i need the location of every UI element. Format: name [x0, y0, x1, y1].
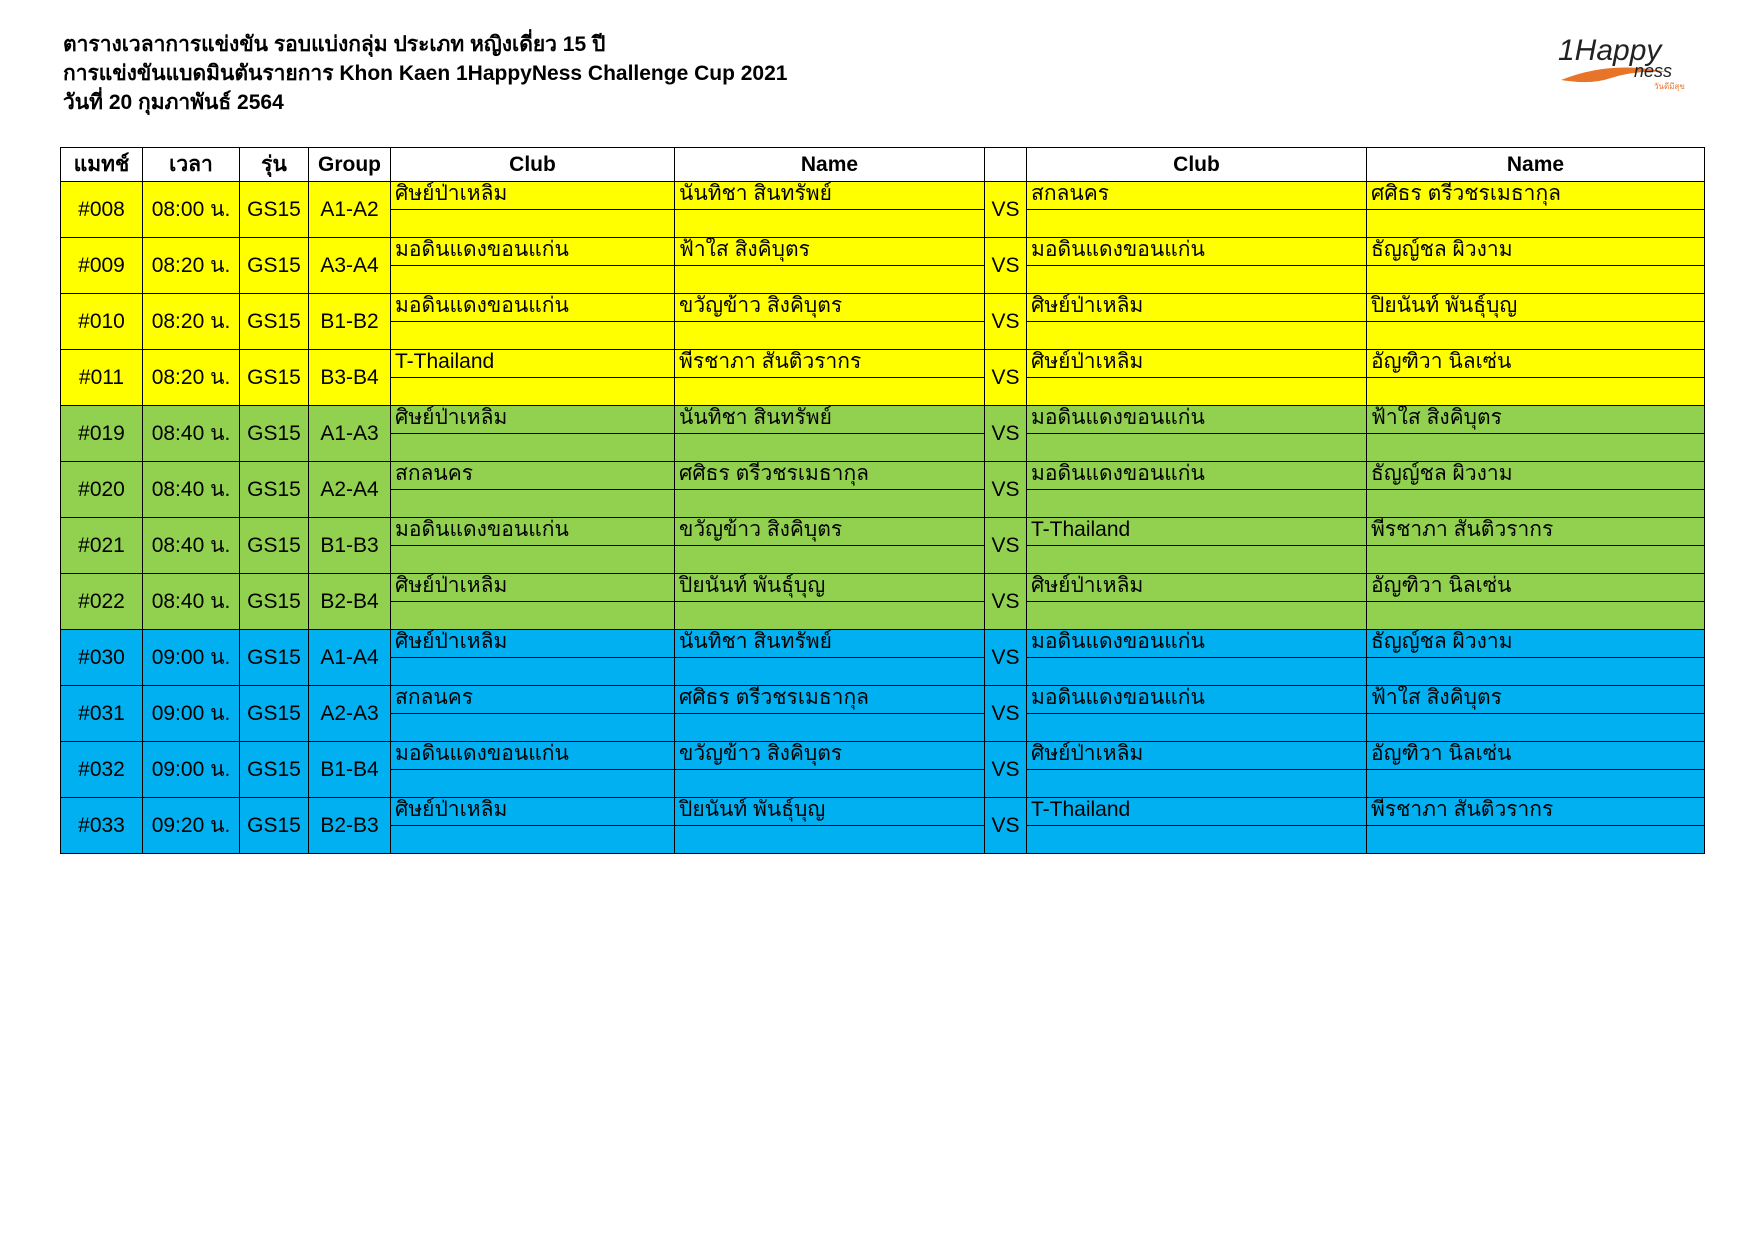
- class-cell: GS15: [240, 350, 309, 406]
- club1-empty-cell: [391, 770, 675, 798]
- name2-cell: อัญฑิวา นิลเซ่น: [1367, 742, 1705, 770]
- name1-cell: ศศิธร ตรีวชรเมธากุล: [675, 686, 985, 714]
- club1-cell: T-Thailand: [391, 350, 675, 378]
- name1-empty-cell: [675, 770, 985, 798]
- club1-empty-cell: [391, 714, 675, 742]
- table-row: [61, 574, 1705, 602]
- name2-cell: อัญฑิวา นิลเซ่น: [1367, 350, 1705, 378]
- club1-cell: ศิษย์ป่าเหลิม: [391, 630, 675, 658]
- name2-cell: ธัญญ์ชล ผิวงาม: [1367, 630, 1705, 658]
- table-row: [61, 350, 1705, 378]
- name2-empty-cell: [1367, 658, 1705, 686]
- match-cell: #031: [61, 686, 143, 742]
- name1-empty-cell: [675, 658, 985, 686]
- group-cell: A2-A4: [309, 462, 391, 518]
- class-cell: GS15: [240, 182, 309, 238]
- club2-empty-cell: [1027, 378, 1367, 406]
- vs-cell: VS: [985, 406, 1027, 462]
- vs-cell: VS: [985, 742, 1027, 798]
- vs-cell: VS: [985, 630, 1027, 686]
- match-cell: #020: [61, 462, 143, 518]
- club2-empty-cell: [1027, 210, 1367, 238]
- name2-empty-cell: [1367, 546, 1705, 574]
- match-cell: #030: [61, 630, 143, 686]
- class-cell: GS15: [240, 294, 309, 350]
- name2-empty-cell: [1367, 210, 1705, 238]
- name1-cell: ปิยนันท์ พันธุ์บุญ: [675, 798, 985, 826]
- name1-empty-cell: [675, 714, 985, 742]
- club2-empty-cell: [1027, 322, 1367, 350]
- match-cell: #019: [61, 406, 143, 462]
- col-header-name1: Name: [675, 148, 985, 182]
- vs-cell: VS: [985, 686, 1027, 742]
- class-cell: GS15: [240, 742, 309, 798]
- name2-cell: ฟ้าใส สิงคิบุตร: [1367, 686, 1705, 714]
- name2-cell: ศศิธร ตรีวชรเมธากุล: [1367, 182, 1705, 210]
- name2-empty-cell: [1367, 602, 1705, 630]
- name2-cell: ธัญญ์ชล ผิวงาม: [1367, 238, 1705, 266]
- club1-empty-cell: [391, 266, 675, 294]
- group-cell: B3-B4: [309, 350, 391, 406]
- schedule-title: ตารางเวลาการแข่งขัน รอบแบ่งกลุ่ม ประเภท หญิงเดี่ยว 15 ปี: [63, 33, 606, 56]
- col-header-name2: Name: [1367, 148, 1705, 182]
- name1-cell: ขวัญข้าว สิงคิบุตร: [675, 294, 985, 322]
- match-cell: #010: [61, 294, 143, 350]
- club1-empty-cell: [391, 210, 675, 238]
- table-row: [61, 630, 1705, 658]
- time-cell: 08:40 น.: [143, 518, 240, 574]
- club2-cell: มอดินแดงขอนแก่น: [1027, 630, 1367, 658]
- class-cell: GS15: [240, 406, 309, 462]
- table-row: [61, 406, 1705, 434]
- club1-cell: ศิษย์ป่าเหลิม: [391, 574, 675, 602]
- class-cell: GS15: [240, 574, 309, 630]
- club1-cell: มอดินแดงขอนแก่น: [391, 518, 675, 546]
- match-cell: #021: [61, 518, 143, 574]
- table-row: [61, 798, 1705, 826]
- table-header-row: [61, 148, 1705, 182]
- club1-cell: มอดินแดงขอนแก่น: [391, 238, 675, 266]
- group-cell: B1-B2: [309, 294, 391, 350]
- time-cell: 08:20 น.: [143, 350, 240, 406]
- club1-empty-cell: [391, 434, 675, 462]
- logo-sub-text: ness: [1634, 61, 1673, 81]
- tournament-title: การแข่งขันแบดมินตันรายการ Khon Kaen 1HappyNess Challenge Cup 2021: [63, 62, 788, 85]
- club1-cell: สกลนคร: [391, 462, 675, 490]
- club2-empty-cell: [1027, 266, 1367, 294]
- group-cell: B1-B4: [309, 742, 391, 798]
- club1-cell: ศิษย์ป่าเหลิม: [391, 406, 675, 434]
- name1-cell: ขวัญข้าว สิงคิบุตร: [675, 742, 985, 770]
- col-header-vs: [985, 148, 1027, 182]
- group-cell: A1-A2: [309, 182, 391, 238]
- col-header-time: เวลา: [143, 148, 240, 182]
- name2-cell: ปิยนันท์ พันธุ์บุญ: [1367, 294, 1705, 322]
- time-cell: 08:00 น.: [143, 182, 240, 238]
- name2-cell: ธัญญ์ชล ผิวงาม: [1367, 462, 1705, 490]
- time-cell: 09:20 น.: [143, 798, 240, 854]
- table-row: [61, 742, 1705, 770]
- time-cell: 08:20 น.: [143, 294, 240, 350]
- club1-empty-cell: [391, 602, 675, 630]
- club2-empty-cell: [1027, 546, 1367, 574]
- club2-cell: มอดินแดงขอนแก่น: [1027, 238, 1367, 266]
- group-cell: A2-A3: [309, 686, 391, 742]
- table-row: [61, 294, 1705, 322]
- group-cell: A3-A4: [309, 238, 391, 294]
- time-cell: 08:40 น.: [143, 574, 240, 630]
- col-header-club1: Club: [391, 148, 675, 182]
- col-header-class: รุ่น: [240, 148, 309, 182]
- name2-empty-cell: [1367, 434, 1705, 462]
- club1-cell: สกลนคร: [391, 686, 675, 714]
- time-cell: 09:00 น.: [143, 686, 240, 742]
- club2-cell: ศิษย์ป่าเหลิม: [1027, 574, 1367, 602]
- club1-cell: มอดินแดงขอนแก่น: [391, 294, 675, 322]
- match-cell: #022: [61, 574, 143, 630]
- group-cell: B2-B3: [309, 798, 391, 854]
- table-body: [61, 182, 1705, 854]
- club1-cell: ศิษย์ป่าเหลิม: [391, 182, 675, 210]
- class-cell: GS15: [240, 686, 309, 742]
- match-cell: #032: [61, 742, 143, 798]
- table-row: [61, 238, 1705, 266]
- class-cell: GS15: [240, 518, 309, 574]
- club2-cell: สกลนคร: [1027, 182, 1367, 210]
- name2-empty-cell: [1367, 322, 1705, 350]
- col-header-match: แมทช์: [61, 148, 143, 182]
- club1-empty-cell: [391, 378, 675, 406]
- group-cell: A1-A4: [309, 630, 391, 686]
- name1-empty-cell: [675, 322, 985, 350]
- club2-empty-cell: [1027, 770, 1367, 798]
- name1-empty-cell: [675, 826, 985, 854]
- club2-cell: ศิษย์ป่าเหลิม: [1027, 742, 1367, 770]
- club1-empty-cell: [391, 490, 675, 518]
- club2-empty-cell: [1027, 714, 1367, 742]
- document-header: [63, 30, 787, 117]
- club2-cell: มอดินแดงขอนแก่น: [1027, 686, 1367, 714]
- name1-empty-cell: [675, 378, 985, 406]
- name1-empty-cell: [675, 266, 985, 294]
- event-date: วันที่ 20 กุมภาพันธ์ 2564: [63, 91, 284, 114]
- name2-empty-cell: [1367, 714, 1705, 742]
- club2-cell: T-Thailand: [1027, 518, 1367, 546]
- name1-cell: ศศิธร ตรีวชรเมธากุล: [675, 462, 985, 490]
- happyness-logo: [1556, 30, 1706, 92]
- vs-cell: VS: [985, 350, 1027, 406]
- group-cell: A1-A3: [309, 406, 391, 462]
- name1-cell: ขวัญข้าว สิงคิบุตร: [675, 518, 985, 546]
- group-cell: B1-B3: [309, 518, 391, 574]
- vs-cell: VS: [985, 182, 1027, 238]
- name1-cell: นันทิชา สินทรัพย์: [675, 182, 985, 210]
- match-cell: #033: [61, 798, 143, 854]
- table-row: [61, 686, 1705, 714]
- name2-empty-cell: [1367, 378, 1705, 406]
- col-header-group: Group: [309, 148, 391, 182]
- name2-cell: ฟ้าใส สิงคิบุตร: [1367, 406, 1705, 434]
- club2-cell: มอดินแดงขอนแก่น: [1027, 462, 1367, 490]
- vs-cell: VS: [985, 462, 1027, 518]
- club2-cell: มอดินแดงขอนแก่น: [1027, 406, 1367, 434]
- class-cell: GS15: [240, 630, 309, 686]
- name1-cell: พีรชาภา สันติวรากร: [675, 350, 985, 378]
- club1-cell: ศิษย์ป่าเหลิม: [391, 798, 675, 826]
- match-cell: #008: [61, 182, 143, 238]
- table-row: [61, 462, 1705, 490]
- name2-empty-cell: [1367, 826, 1705, 854]
- club1-empty-cell: [391, 322, 675, 350]
- group-cell: B2-B4: [309, 574, 391, 630]
- class-cell: GS15: [240, 238, 309, 294]
- time-cell: 09:00 น.: [143, 742, 240, 798]
- vs-cell: VS: [985, 574, 1027, 630]
- time-cell: 09:00 น.: [143, 630, 240, 686]
- name2-empty-cell: [1367, 490, 1705, 518]
- table-row: [61, 518, 1705, 546]
- name2-cell: อัญฑิวา นิลเซ่น: [1367, 574, 1705, 602]
- logo-tag-text: วันดีมีสุข: [1654, 82, 1685, 91]
- club1-empty-cell: [391, 546, 675, 574]
- club2-cell: ศิษย์ป่าเหลิม: [1027, 294, 1367, 322]
- class-cell: GS15: [240, 462, 309, 518]
- name2-empty-cell: [1367, 266, 1705, 294]
- vs-cell: VS: [985, 294, 1027, 350]
- club2-empty-cell: [1027, 490, 1367, 518]
- club2-empty-cell: [1027, 434, 1367, 462]
- vs-cell: VS: [985, 238, 1027, 294]
- table-row: [61, 182, 1705, 210]
- club2-empty-cell: [1027, 826, 1367, 854]
- time-cell: 08:40 น.: [143, 406, 240, 462]
- name1-cell: นันทิชา สินทรัพย์: [675, 630, 985, 658]
- name2-cell: พีรชาภา สันติวรากร: [1367, 518, 1705, 546]
- class-cell: GS15: [240, 798, 309, 854]
- vs-cell: VS: [985, 518, 1027, 574]
- vs-cell: VS: [985, 798, 1027, 854]
- name1-empty-cell: [675, 602, 985, 630]
- name2-empty-cell: [1367, 770, 1705, 798]
- club2-empty-cell: [1027, 658, 1367, 686]
- logo-main-text: 1Happy: [1558, 34, 1662, 67]
- club1-empty-cell: [391, 658, 675, 686]
- name1-cell: ฟ้าใส สิงคิบุตร: [675, 238, 985, 266]
- match-cell: #009: [61, 238, 143, 294]
- time-cell: 08:40 น.: [143, 462, 240, 518]
- name1-empty-cell: [675, 546, 985, 574]
- name2-cell: พีรชาภา สันติวรากร: [1367, 798, 1705, 826]
- club1-empty-cell: [391, 826, 675, 854]
- name1-empty-cell: [675, 210, 985, 238]
- match-schedule-table: [60, 147, 1705, 854]
- club2-empty-cell: [1027, 602, 1367, 630]
- time-cell: 08:20 น.: [143, 238, 240, 294]
- club2-cell: T-Thailand: [1027, 798, 1367, 826]
- name1-cell: นันทิชา สินทรัพย์: [675, 406, 985, 434]
- club1-cell: มอดินแดงขอนแก่น: [391, 742, 675, 770]
- name1-empty-cell: [675, 490, 985, 518]
- club2-cell: ศิษย์ป่าเหลิม: [1027, 350, 1367, 378]
- name1-cell: ปิยนันท์ พันธุ์บุญ: [675, 574, 985, 602]
- name1-empty-cell: [675, 434, 985, 462]
- match-cell: #011: [61, 350, 143, 406]
- col-header-club2: Club: [1027, 148, 1367, 182]
